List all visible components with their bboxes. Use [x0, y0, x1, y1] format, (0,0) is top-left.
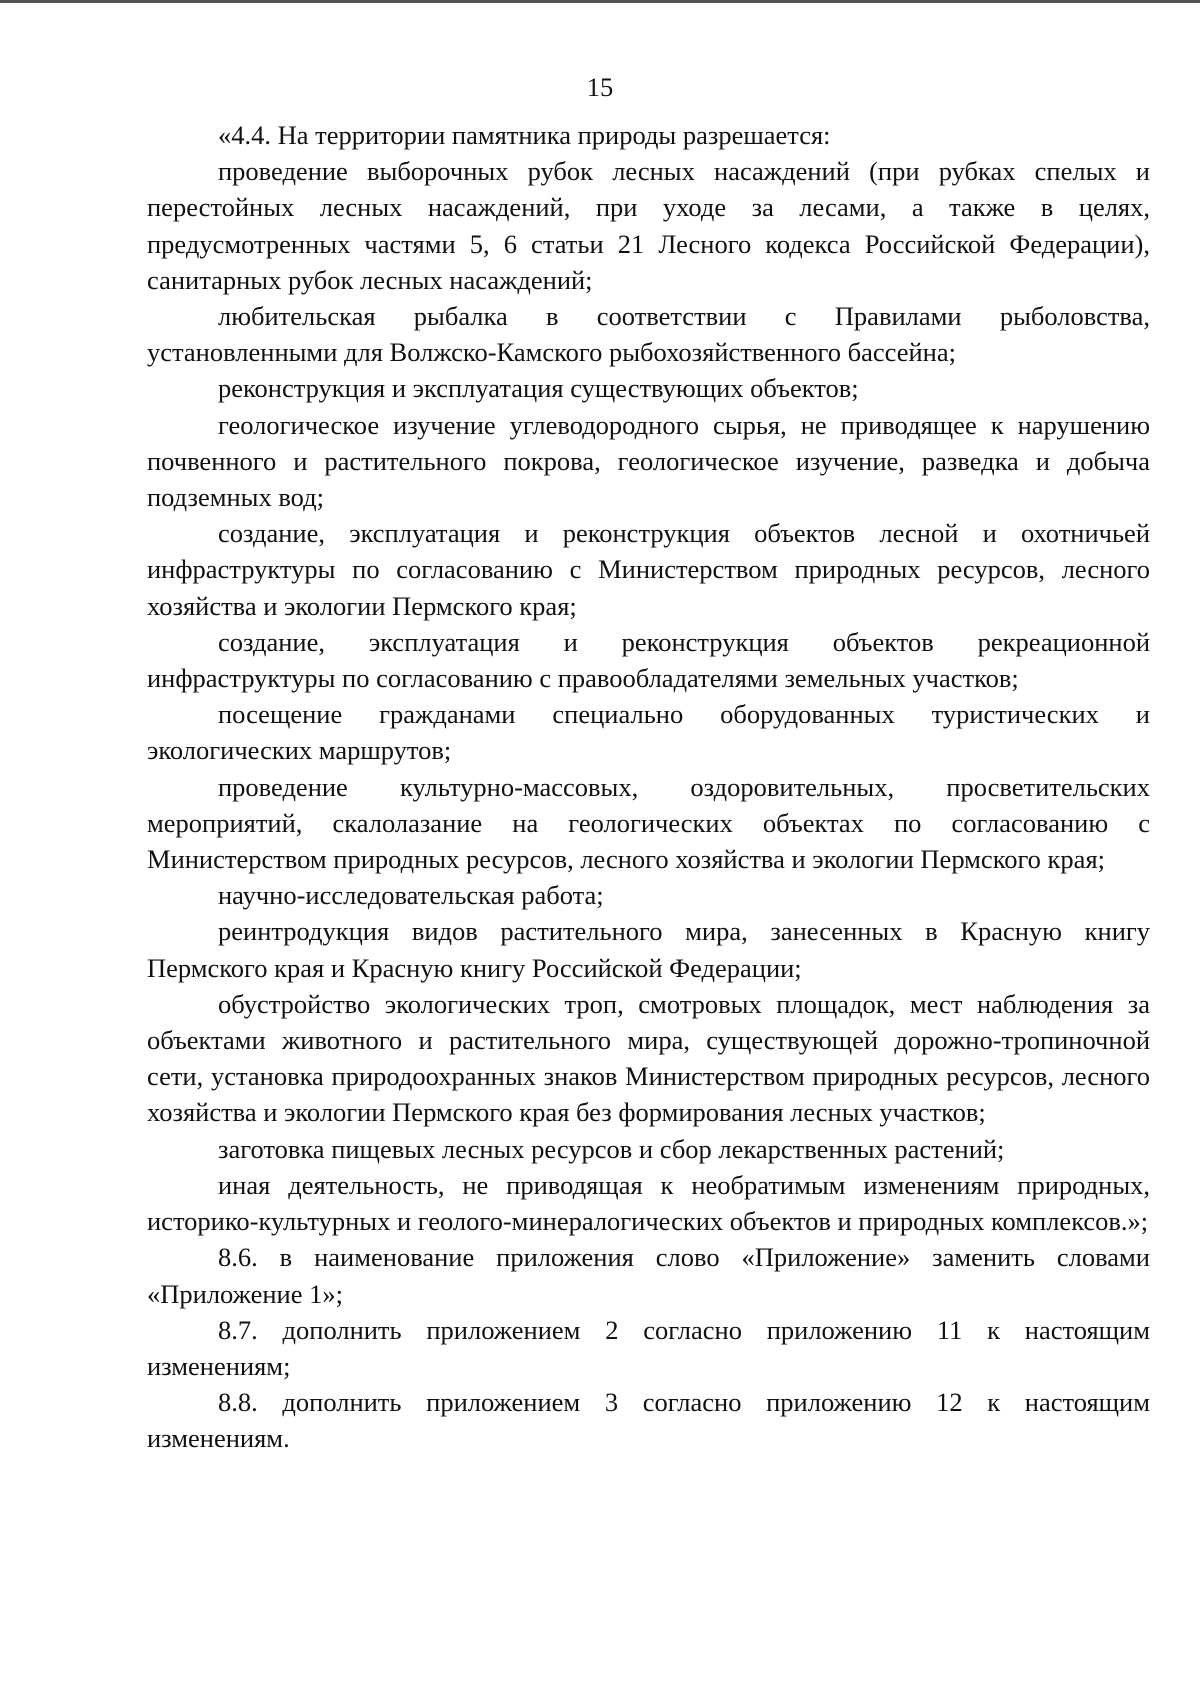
- paragraph-ecological-trails: обустройство экологических троп, смотровых площадок, мест наблюдения за объектами животного и растительного мира, существующей дорожно-тропиночной сети, установка природоохранных знаков Министерством природных ресурсов, лесного хозяйства и экологии Пермского края без формирования лесных участков;: [147, 988, 1150, 1128]
- document-body: [147, 117, 1150, 1457]
- paragraph-other-activity: иная деятельность, не приводящая к необратимым изменениям природных, историко-культурных и геолого-минералогических объектов и природных комплексов.»;: [147, 1169, 1150, 1237]
- paragraph-forest-infrastructure: создание, эксплуатация и реконструкция объектов лесной и охотничьей инфраструктуры по согласованию с Министерством природных ресурсов, лесного хозяйства и экологии Пермского края;: [147, 518, 1150, 621]
- paragraph-recreational-infrastructure: создание, эксплуатация и реконструкция объектов рекреационной инфраструктуры по согласованию с правообладателями земельных участков;: [147, 626, 1150, 694]
- paragraph-item-8-7: 8.7. дополнить приложением 2 согласно приложению 11 к настоящим изменениям;: [147, 1314, 1150, 1381]
- paragraph-selective-felling: проведение выборочных рубок лесных насаждений (при рубках спелых и перестойных лесных насаждений, при уходе за лесами, а также в целях, предусмотренных частями 5, 6 статьи 21 Лесного кодекса Российской Федерации), санитарных рубок лесных насаждений;: [147, 156, 1150, 295]
- paragraph-research: научно-исследовательская работа;: [218, 880, 604, 911]
- paragraph-reintroduction: реинтродукция видов растительного мира, занесенных в Красную книгу Пермского края и Красную книгу Российской Федерации;: [147, 916, 1150, 983]
- paragraph-cultural-events: проведение культурно-массовых, оздоровительных, просветительских мероприятий, скалолазание на геологических объектах по согласованию с Министерством природных ресурсов, лесного хозяйства и экологии Пермского края;: [147, 771, 1150, 875]
- paragraph-fishing: любительская рыбалка в соответствии с Правилами рыболовства, установленными для Волжско-Камского рыбохозяйственного бассейна;: [147, 301, 1150, 368]
- paragraph-item-8-8: 8.8. дополнить приложением 3 согласно приложению 12 к настоящим изменениям.: [147, 1387, 1150, 1454]
- paragraph-item-8-6: 8.6. в наименование приложения слово «Приложение» заменить словами «Приложение 1»;: [147, 1242, 1150, 1309]
- page-top-edge: [0, 0, 1200, 3]
- paragraph-heading-4-4: «4.4. На территории памятника природы разрешается:: [218, 120, 831, 150]
- paragraph-tourist-routes: посещение гражданами специально оборудованных туристических и экологических маршрутов;: [147, 699, 1150, 766]
- paragraph-food-resources: заготовка пищевых лесных ресурсов и сбор лекарственных растений;: [218, 1133, 1005, 1164]
- paragraph-geological-study: геологическое изучение углеводородного сырья, не приводящее к нарушению почвенного и растительного покрова, геологическое изучение, разведка и добыча подземных вод;: [147, 409, 1150, 513]
- paragraph-reconstruction: реконструкция и эксплуатация существующих объектов;: [218, 373, 859, 404]
- page-number: 15: [586, 72, 614, 102]
